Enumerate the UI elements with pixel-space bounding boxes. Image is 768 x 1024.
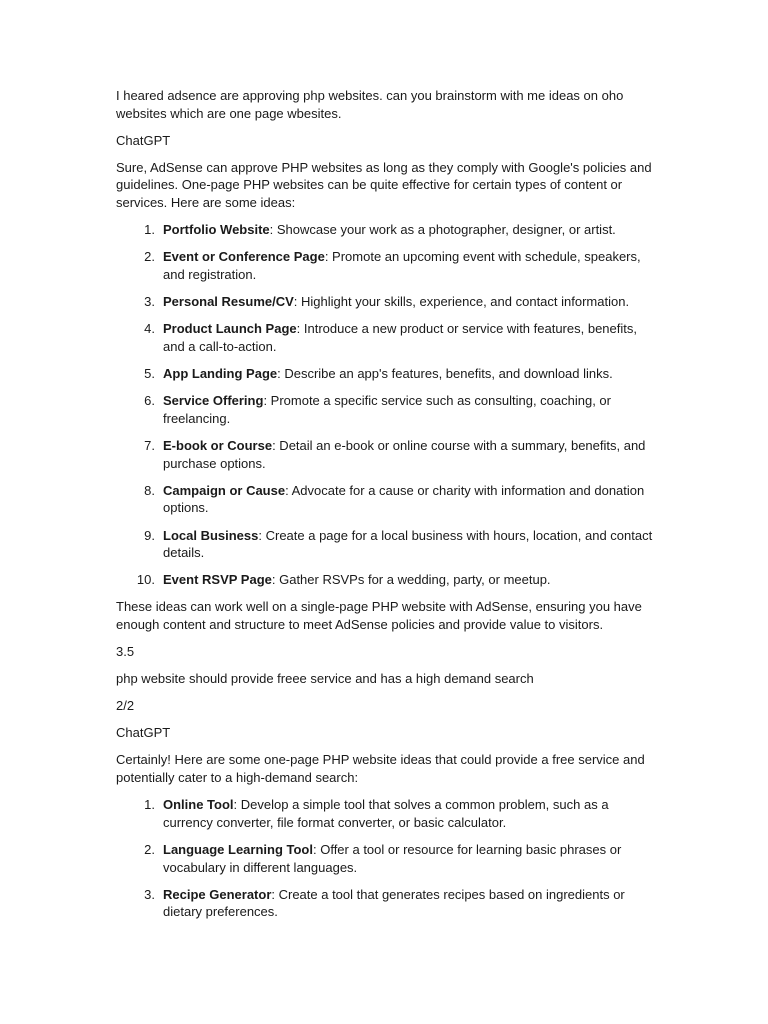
speaker-label-2: ChatGPT [116, 725, 171, 741]
user-prompt-1: I heared adsence are approving php websites. can you brainstorm with me ideas on oho websites which are one page wbesites. [116, 88, 624, 121]
list-item-title: Product Launch Page [163, 321, 297, 337]
list-item-title: Portfolio Website [163, 222, 270, 238]
list-item-text: : Create a page for a local business with hours, location, and contact details. [163, 527, 653, 561]
list-item [116, 437, 658, 472]
list-item-title: Campaign or Cause [163, 482, 286, 498]
list-item [116, 221, 658, 239]
list-item [116, 293, 658, 311]
model-version-label: 3.5 [116, 644, 135, 660]
list-number: 1. [144, 797, 155, 813]
list-item-title: E-book or Course [163, 437, 273, 453]
response-intro-1: Sure, AdSense can approve PHP websites as long as they comply with Google's policies and guidelines. One-page PHP websites can be quite effective for certain types of content or services. Here are some ideas: [116, 159, 652, 210]
list-item-title: Service Offering [163, 393, 264, 409]
speaker-label-1: ChatGPT [116, 132, 171, 148]
list-item [116, 392, 658, 427]
list-item-text: : Detail an e-book or online course with a summary, benefits, and purchase options. [163, 437, 646, 471]
list-item-text: : Promote a specific service such as consulting, coaching, or freelancing. [163, 393, 611, 426]
ideas-list-2 [116, 796, 658, 921]
list-number: 10. [136, 572, 155, 588]
ideas-list-1 [116, 221, 658, 589]
list-item-text: : Showcase your work as a photographer, designer, or artist. [269, 222, 616, 238]
list-item-title: Local Business [163, 527, 259, 543]
list-item-title: Recipe Generator [163, 886, 272, 902]
list-item [116, 248, 658, 283]
list-item-text: : Create a tool that generates recipes based on ingredients or dietary preferences. [163, 886, 625, 920]
list-number: 1. [144, 222, 155, 238]
list-item [116, 527, 658, 562]
list-item-text: : Describe an app's features, benefits, and download links. [277, 366, 613, 381]
list-item-text: : Gather RSVPs for a wedding, party, or meetup. [271, 572, 551, 588]
list-item-text: : Develop a simple tool that solves a common problem, such as a currency converter, file format converter, or basic calculator. [163, 797, 609, 830]
list-item-text: : Offer a tool or resource for learning basic phrases or vocabulary in different languages. [163, 841, 622, 875]
list-number: 2. [144, 249, 155, 265]
list-item-title: Online Tool [163, 797, 234, 813]
list-number: 7. [144, 437, 155, 453]
list-item [116, 571, 658, 589]
list-item-text: : Advocate for a cause or charity with information and donation options. [163, 482, 645, 516]
user-prompt-2: php website should provide freee service and has a high demand search [116, 671, 534, 687]
list-number: 4. [144, 321, 155, 337]
list-item [116, 482, 658, 517]
list-number: 3. [144, 294, 155, 310]
list-number: 8. [144, 482, 155, 498]
list-number: 3. [144, 886, 155, 902]
list-number: 9. [144, 527, 155, 543]
response-outro-1: These ideas can work well on a single-page PHP website with AdSense, ensuring you have enough content and structure to meet AdSense policies and provide value to visitors. [116, 599, 642, 632]
list-item [116, 796, 658, 831]
list-item-text: : Highlight your skills, experience, and contact information. [293, 294, 630, 310]
list-item-text: : Introduce a new product or service with features, benefits, and a call-to-action. [163, 321, 637, 354]
response-variant-counter: 2/2 [116, 698, 135, 714]
list-item-title: Event RSVP Page [163, 572, 272, 588]
list-item [116, 841, 658, 876]
list-number: 2. [144, 841, 155, 857]
list-number: 5. [144, 366, 155, 381]
list-item-title: Personal Resume/CV [163, 294, 294, 310]
list-item [116, 365, 658, 383]
list-item-text: : Promote an upcoming event with schedule, speakers, and registration. [163, 249, 641, 282]
list-number: 6. [144, 393, 155, 409]
list-item-title: Event or Conference Page [163, 249, 325, 265]
list-item-title: App Landing Page [163, 366, 278, 381]
list-item [116, 320, 658, 355]
list-item-title: Language Learning Tool [163, 841, 313, 857]
list-item [116, 886, 658, 921]
response-intro-2: Certainly! Here are some one-page PHP website ideas that could provide a free service and potentially cater to a high-demand search: [116, 752, 645, 786]
